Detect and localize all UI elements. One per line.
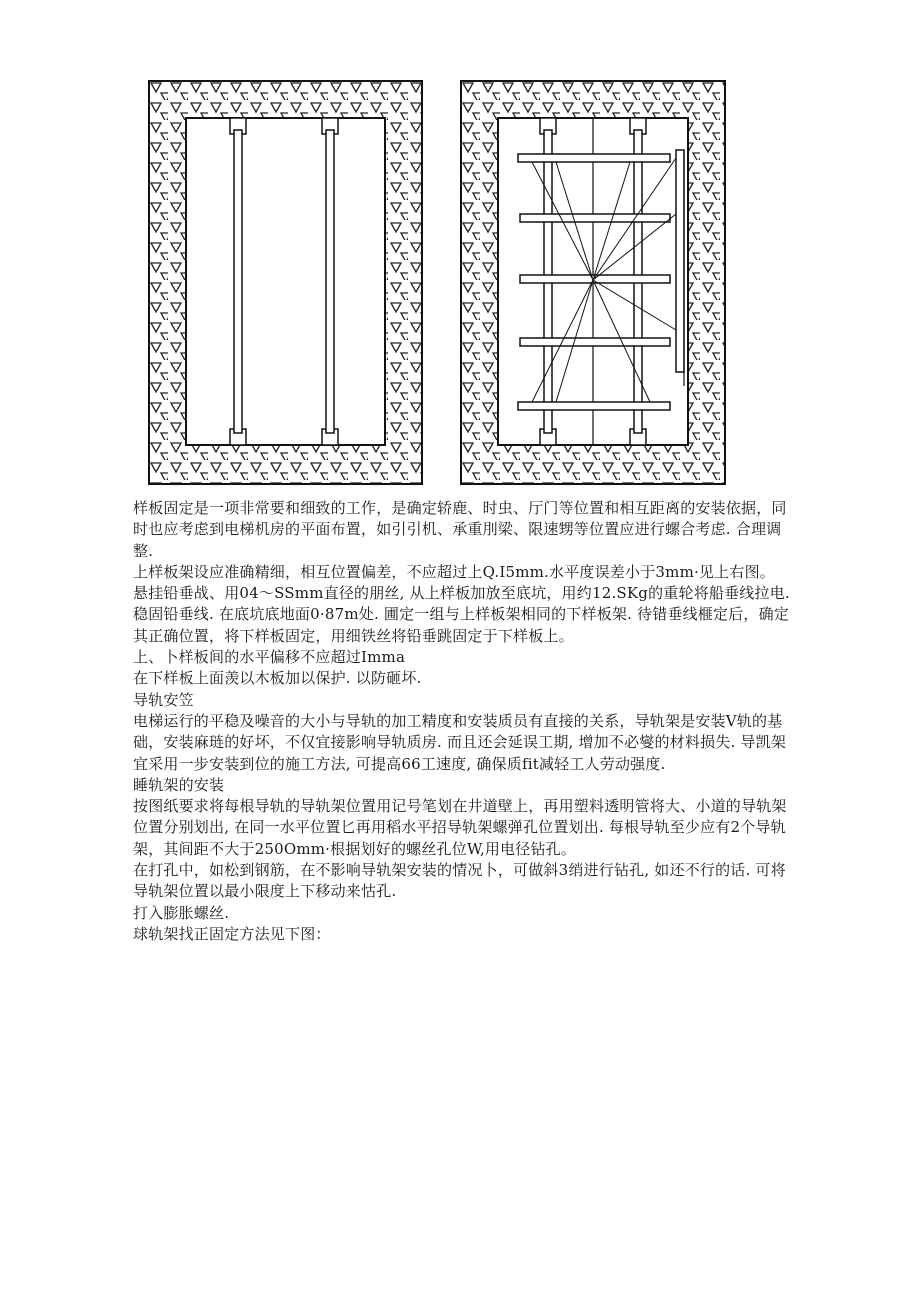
template-frame-with-plumb-lines-icon <box>460 80 740 485</box>
figure-row <box>148 80 738 485</box>
paragraph-expansion-bolts: 打入膨胀螺丝. <box>133 903 230 922</box>
paragraph-alignment-method: 球轨架找正固定方法见下图： <box>133 924 331 943</box>
paragraph-upper-template: 上样板架设应准确精细，相互位置偏差，不应超过上Q.I5mm.水平度误差小于3mm·见上右图。 <box>133 562 775 581</box>
heading-rail-bracket-installation: 睡轨架的安装 <box>133 775 225 794</box>
shaft-plan-with-guide-rails-icon <box>148 80 423 485</box>
heading-guide-rail-installation: 导轨安笠 <box>133 690 194 709</box>
paragraph-marking-brackets: 按图纸要求将每根导轨的导轨架位置用记号笔划在井道壁上，再用塑料透明管将大、小道的导轨架位置分别划出, 在同一水平位置匕再用稻水平招导轨架螺弹孔位置划出. 每根导轨至少应有2个导轨架，其间距不大于250Omm·根据划好的螺丝孔位W,用电径钻孔。 <box>133 797 787 858</box>
paragraph-plumb-line: 悬挂铅垂战、用04〜SSmm直径的朋丝, 从上样板加放至底坑，用约12.SKg的重轮将船垂线拉电. 稳固铅垂线. 在底坑底地面0·87m处. 圃定一组与上样板架相同的下样板架. 待错垂线榧定后，确定其正确位置，将下样板固定，用细铁丝将铅垂跳固定于下样板上。 <box>133 584 790 645</box>
paragraph-drilling: 在打孔中，如松到钢筋，在不影响导轨架安装的情况卜，可做斜3绡进行钻孔, 如还不行的话. 可将导轨架位置以最小限度上下移动来怙孔. <box>133 861 786 901</box>
paragraph-guide-rail-quality: 电梯运行的平稳及噪音的大小与导轨的加工精度和安装质员有直接的关系，导轨架是安装V轨的基础，安装麻琏的好坏，不仅宜接影响导轨质房. 而且还会延误工期, 增加不必燮的材料损失. 导凯架宜采用一步安装到位的施工方法, 可提高66工速度, 确保质fit减轻工人劳动强度. <box>133 711 787 773</box>
document-body <box>133 498 793 945</box>
paragraph-template-fixing: 样板固定是一项非常要和细致的工作，是确定轿鹿、时虫、厅门等位置和相互距离的安装依据，同时也应考虑到电梯机房的平面布置，如引引机、承重刖梁、限速甥等位置应进行螺合考虑. 合理调整. <box>133 499 787 560</box>
paragraph-horizontal-offset: 上、卜样板间的水平偏移不应超过Imma <box>133 648 406 667</box>
paragraph-protection: 在下样板上面羡以木板加以保护. 以防砸坏. <box>133 669 422 688</box>
